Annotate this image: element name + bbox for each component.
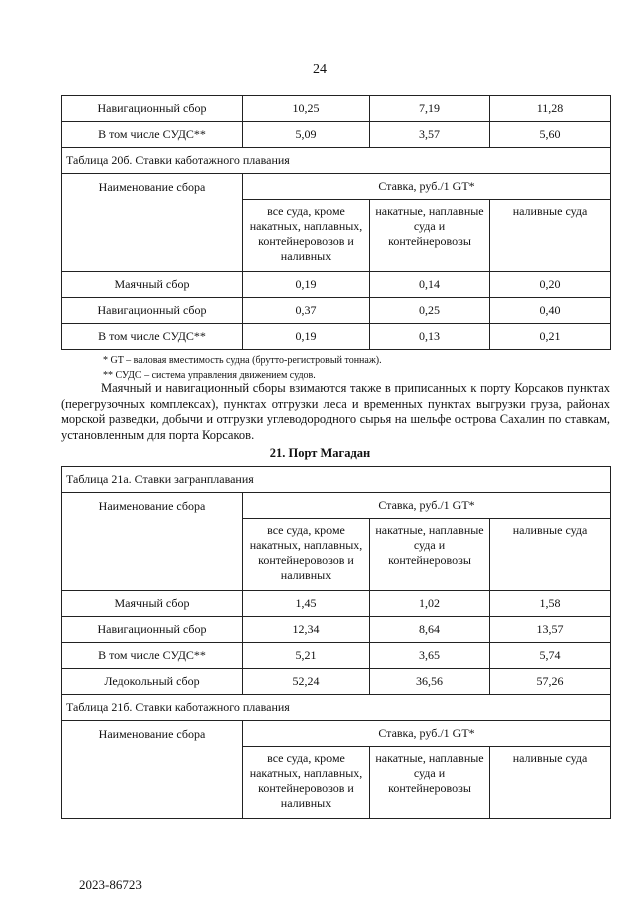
table-caption: Таблица 20б. Ставки каботажного плавания (62, 148, 611, 174)
fee-name: В том числе СУДС** (62, 324, 243, 350)
rate-value: 5,21 (243, 643, 370, 669)
rate-value: 0,25 (370, 298, 490, 324)
rate-value: 57,26 (490, 669, 611, 695)
fee-name: В том числе СУДС** (62, 643, 243, 669)
fee-name: Навигационный сбор (62, 96, 243, 122)
fee-name: Навигационный сбор (62, 298, 243, 324)
column-header: накатные, наплавные суда и контейнеровозы (370, 200, 490, 272)
rate-value: 12,34 (243, 617, 370, 643)
table-row (62, 272, 611, 298)
section-heading: 21. Порт Магадан (269, 446, 371, 460)
fee-name: Маячный сбор (62, 272, 243, 298)
rate-value: 0,21 (490, 324, 611, 350)
column-header: наливные суда (490, 747, 611, 819)
rate-value: 0,37 (243, 298, 370, 324)
rate-header: Ставка, руб./1 GT* (243, 174, 611, 200)
page-number: 24 (313, 62, 327, 77)
name-column-header: Наименование сбора (62, 493, 243, 591)
rate-value: 7,19 (370, 96, 490, 122)
table-row (62, 96, 611, 122)
column-header: все суда, кроме накатных, наплавных, контейнеровозов и наливных (243, 200, 370, 272)
table-20 (61, 95, 611, 350)
fee-name: Ледокольный сбор (62, 669, 243, 695)
rate-value: 36,56 (370, 669, 490, 695)
table-caption: Таблица 21б. Ставки каботажного плавания (62, 695, 611, 721)
table-row (62, 591, 611, 617)
rate-value: 0,13 (370, 324, 490, 350)
rate-value: 1,02 (370, 591, 490, 617)
rate-value: 1,45 (243, 591, 370, 617)
rate-value: 11,28 (490, 96, 611, 122)
rate-value: 52,24 (243, 669, 370, 695)
rate-value: 1,58 (490, 591, 611, 617)
rate-value: 0,14 (370, 272, 490, 298)
fee-name: В том числе СУДС** (62, 122, 243, 148)
fee-name: Маячный сбор (62, 591, 243, 617)
column-header: все суда, кроме накатных, наплавных, контейнеровозов и наливных (243, 519, 370, 591)
table-caption: Таблица 21а. Ставки загранплавания (62, 467, 611, 493)
rate-value: 10,25 (243, 96, 370, 122)
name-column-header: Наименование сбора (62, 174, 243, 272)
table-row (62, 643, 611, 669)
table-row (62, 617, 611, 643)
rate-value: 3,65 (370, 643, 490, 669)
body-paragraph (61, 381, 610, 443)
column-header: наливные суда (490, 200, 611, 272)
footnote: ** СУДС – система управления движением судов. (103, 370, 316, 381)
rate-value: 0,40 (490, 298, 611, 324)
document-number: 2023-86723 (79, 877, 142, 892)
rate-value: 0,19 (243, 272, 370, 298)
rate-header: Ставка, руб./1 GT* (243, 493, 611, 519)
rate-value: 5,74 (490, 643, 611, 669)
footnotes (103, 353, 382, 383)
paragraph-text: Маячный и навигационный сборы взимаются также в приписанных к порту Корсаков пунктах (перегрузочных комплексах), пунктах отгрузки леса и временных пунктах выгрузки груза, районах морской разведки, добычи и отгрузки углеводородного сырья на шельфе острова Сахалин по ставкам, установленным для порта Корсаков. (61, 381, 610, 442)
fee-name: Навигационный сбор (62, 617, 243, 643)
table-row (62, 122, 611, 148)
column-header: все суда, кроме накатных, наплавных, контейнеровозов и наливных (243, 747, 370, 819)
rate-value: 5,60 (490, 122, 611, 148)
name-column-header: Наименование сбора (62, 721, 243, 819)
footnote: * GT – валовая вместимость судна (брутто-регистровый тоннаж). (103, 355, 382, 366)
table-row (62, 298, 611, 324)
rate-header: Ставка, руб./1 GT* (243, 721, 611, 747)
rate-value: 8,64 (370, 617, 490, 643)
table-row (62, 669, 611, 695)
rate-value: 0,19 (243, 324, 370, 350)
table-21 (61, 466, 611, 819)
rate-value: 0,20 (490, 272, 611, 298)
column-header: накатные, наплавные суда и контейнеровозы (370, 747, 490, 819)
rate-value: 13,57 (490, 617, 611, 643)
column-header: накатные, наплавные суда и контейнеровозы (370, 519, 490, 591)
rate-value: 3,57 (370, 122, 490, 148)
column-header: наливные суда (490, 519, 611, 591)
rate-value: 5,09 (243, 122, 370, 148)
table-row (62, 324, 611, 350)
